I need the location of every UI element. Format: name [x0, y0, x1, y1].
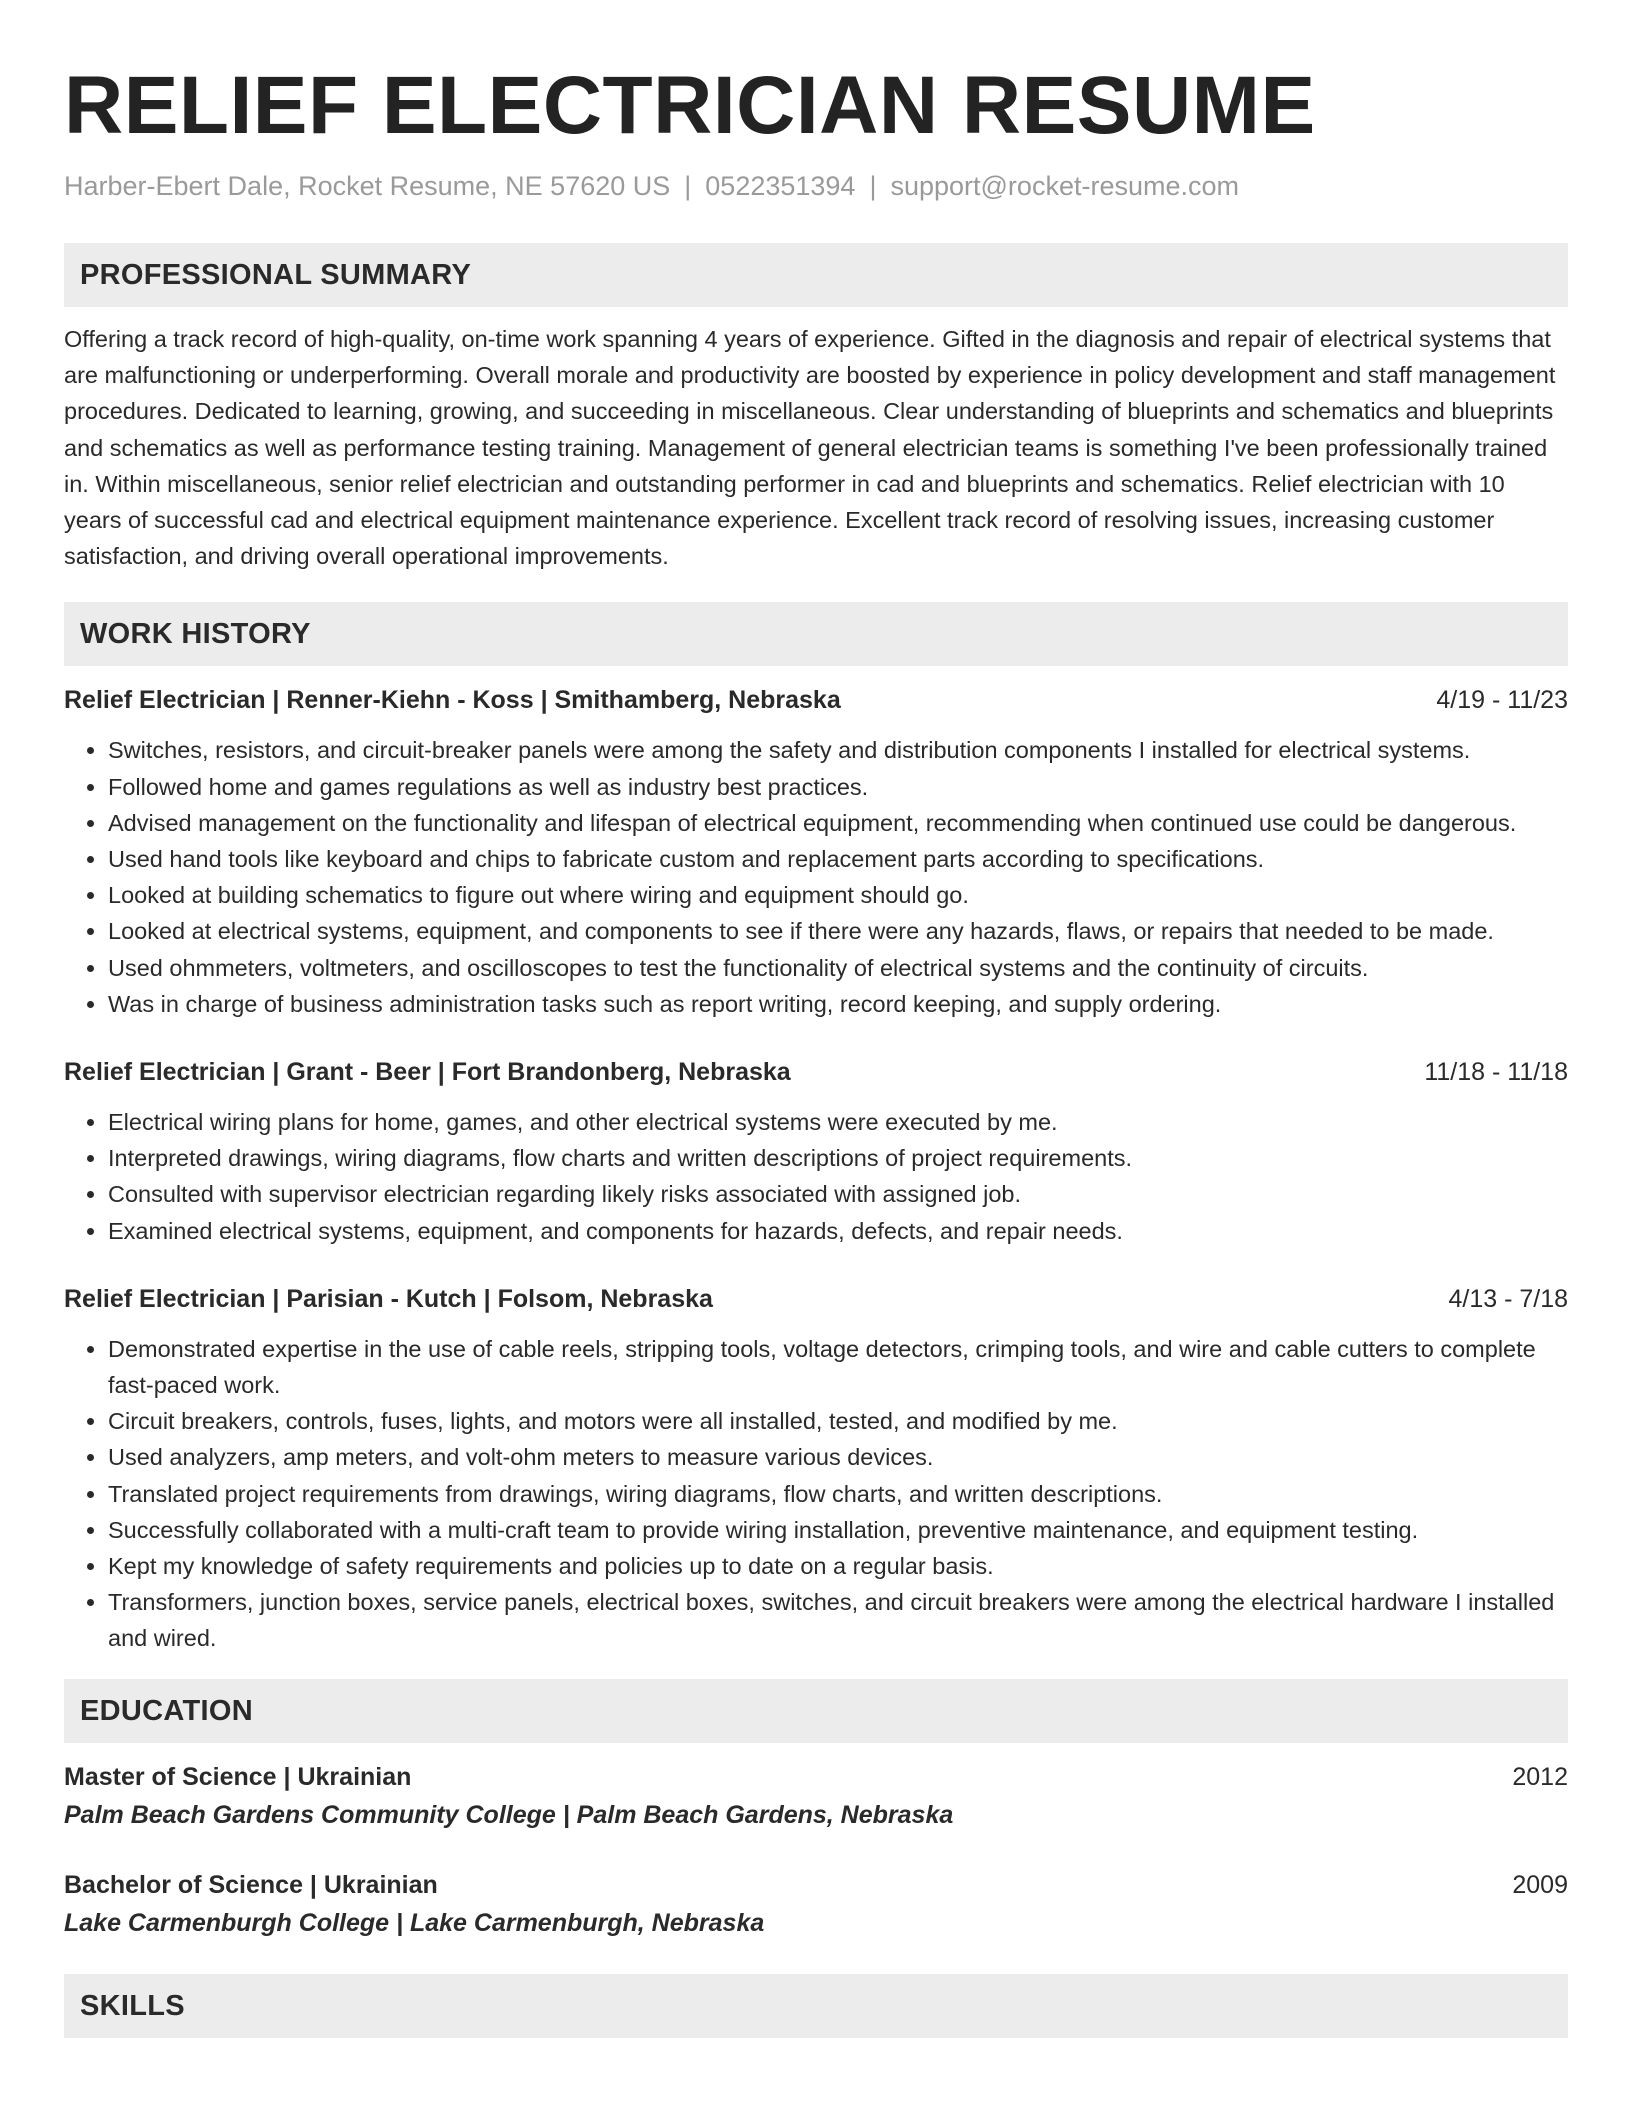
section-header-education: EDUCATION [64, 1679, 1568, 1743]
section-header-skills: SKILLS [64, 1974, 1568, 2038]
job-entry [64, 682, 1568, 1022]
job-bullet: • Consulted with supervisor electrician regarding likely risks associated with assigned job. [108, 1176, 1568, 1212]
job-bullet: • Used ohmmeters, voltmeters, and oscilloscopes to test the functionality of electrical systems and the continuity of circuits. [108, 950, 1568, 986]
education-list [64, 1759, 1568, 1941]
job-bullet: • Switches, resistors, and circuit-breaker panels were among the safety and distribution components I installed for electrical systems. [108, 732, 1568, 768]
education-year: 2009 [1512, 1870, 1568, 1899]
job-bullet: • Translated project requirements from drawings, wiring diagrams, flow charts, and written descriptions. [108, 1476, 1568, 1512]
contact-line [64, 168, 1568, 204]
contact-address: Harber-Ebert Dale, Rocket Resume, NE 57620 US [64, 171, 671, 201]
job-bullet: • Kept my knowledge of safety requirements and policies up to date on a regular basis. [108, 1548, 1568, 1584]
contact-email: support@rocket-resume.com [890, 171, 1239, 201]
job-bullet: • Examined electrical systems, equipment, and components for hazards, defects, and repair needs. [108, 1213, 1568, 1249]
contact-separator: | [684, 171, 692, 201]
job-bullet: • Followed home and games regulations as well as industry best practices. [108, 769, 1568, 805]
job-bullet: • Circuit breakers, controls, fuses, lights, and motors were all installed, tested, and modified by me. [108, 1403, 1568, 1439]
summary-text: Offering a track record of high-quality, on-time work spanning 4 years of experience. Gifted in the diagnosis and repair of electrical systems that are malfunctioning or underperforming. Overall morale and productivity are boosted by experience in policy development and staff management procedures. Dedicated to learning, growing, and succeeding in miscellaneous. Clear understanding of blueprints and schematics and blueprints and schematics as well as performance testing training. Management of general electrician teams is something I've been professionally trained in. Within miscellaneous, senior relief electrician and outstanding performer in cad and blueprints and schematics. Relief electrician with 10 years of successful cad and electrical equipment maintenance experience. Excellent track record of resolving issues, increasing customer satisfaction, and driving overall operational improvements. [64, 326, 1556, 570]
resume-title: RELIEF ELECTRICIAN RESUME [64, 60, 1316, 151]
job-header [64, 1054, 1568, 1090]
education-school: Lake Carmenburgh College | Lake Carmenburgh, Nebraska [64, 1908, 765, 1937]
job-entry [64, 1054, 1568, 1249]
education-degree: Master of Science | Ukrainian [64, 1762, 412, 1791]
job-dates: 4/13 - 7/18 [1448, 1284, 1568, 1313]
job-title: Relief Electrician | Grant - Beer | Fort Brandonberg, Nebraska [64, 1058, 791, 1087]
job-bullet: • Looked at electrical systems, equipment, and components to see if there were any hazards, flaws, or repairs that needed to be made. [108, 913, 1568, 949]
job-bullet: • Interpreted drawings, wiring diagrams, flow charts and written descriptions of project requirements. [108, 1140, 1568, 1176]
work-history-list [64, 682, 1568, 1656]
job-bullet: • Used hand tools like keyboard and chips to fabricate custom and replacement parts according to specifications. [108, 841, 1568, 877]
job-title: Relief Electrician | Renner-Kiehn - Koss | Smithamberg, Nebraska [64, 686, 841, 715]
job-bullet: • Transformers, junction boxes, service panels, electrical boxes, switches, and circuit breakers were among the electrical hardware I installed and wired. [108, 1584, 1568, 1656]
job-bullet-list [64, 1104, 1568, 1249]
education-school: Palm Beach Gardens Community College | Palm Beach Gardens, Nebraska [64, 1800, 954, 1829]
job-entry [64, 1281, 1568, 1657]
job-header [64, 1281, 1568, 1317]
job-bullet-list [64, 1331, 1568, 1657]
job-bullet: • Electrical wiring plans for home, games, and other electrical systems were executed by me. [108, 1104, 1568, 1140]
education-header [64, 1759, 1568, 1795]
section-header-work-history: WORK HISTORY [64, 602, 1568, 666]
job-dates: 11/18 - 11/18 [1424, 1058, 1568, 1087]
education-entry [64, 1759, 1568, 1833]
job-bullet-list [64, 732, 1568, 1022]
contact-phone: 0522351394 [705, 171, 856, 201]
job-bullet: • Successfully collaborated with a multi-craft team to provide wiring installation, preventive maintenance, and equipment testing. [108, 1512, 1568, 1548]
contact-separator: | [869, 171, 877, 201]
job-bullet: • Used analyzers, amp meters, and volt-ohm meters to measure various devices. [108, 1439, 1568, 1475]
education-entry [64, 1867, 1568, 1941]
section-header-summary: PROFESSIONAL SUMMARY [64, 243, 1568, 307]
job-bullet: • Demonstrated expertise in the use of cable reels, stripping tools, voltage detectors, crimping tools, and wire and cable cutters to complete fast-paced work. [108, 1331, 1568, 1403]
education-degree: Bachelor of Science | Ukrainian [64, 1870, 438, 1899]
job-header [64, 682, 1568, 718]
job-dates: 4/19 - 11/23 [1436, 686, 1568, 715]
education-year: 2012 [1512, 1762, 1568, 1791]
job-bullet: • Advised management on the functionality and lifespan of electrical equipment, recommending when continued use could be dangerous. [108, 805, 1568, 841]
job-bullet: • Was in charge of business administration tasks such as report writing, record keeping, and supply ordering. [108, 986, 1568, 1022]
resume-page [64, 56, 1568, 2038]
education-header [64, 1867, 1568, 1903]
job-bullet: • Looked at building schematics to figure out where wiring and equipment should go. [108, 877, 1568, 913]
job-title: Relief Electrician | Parisian - Kutch | Folsom, Nebraska [64, 1284, 713, 1313]
